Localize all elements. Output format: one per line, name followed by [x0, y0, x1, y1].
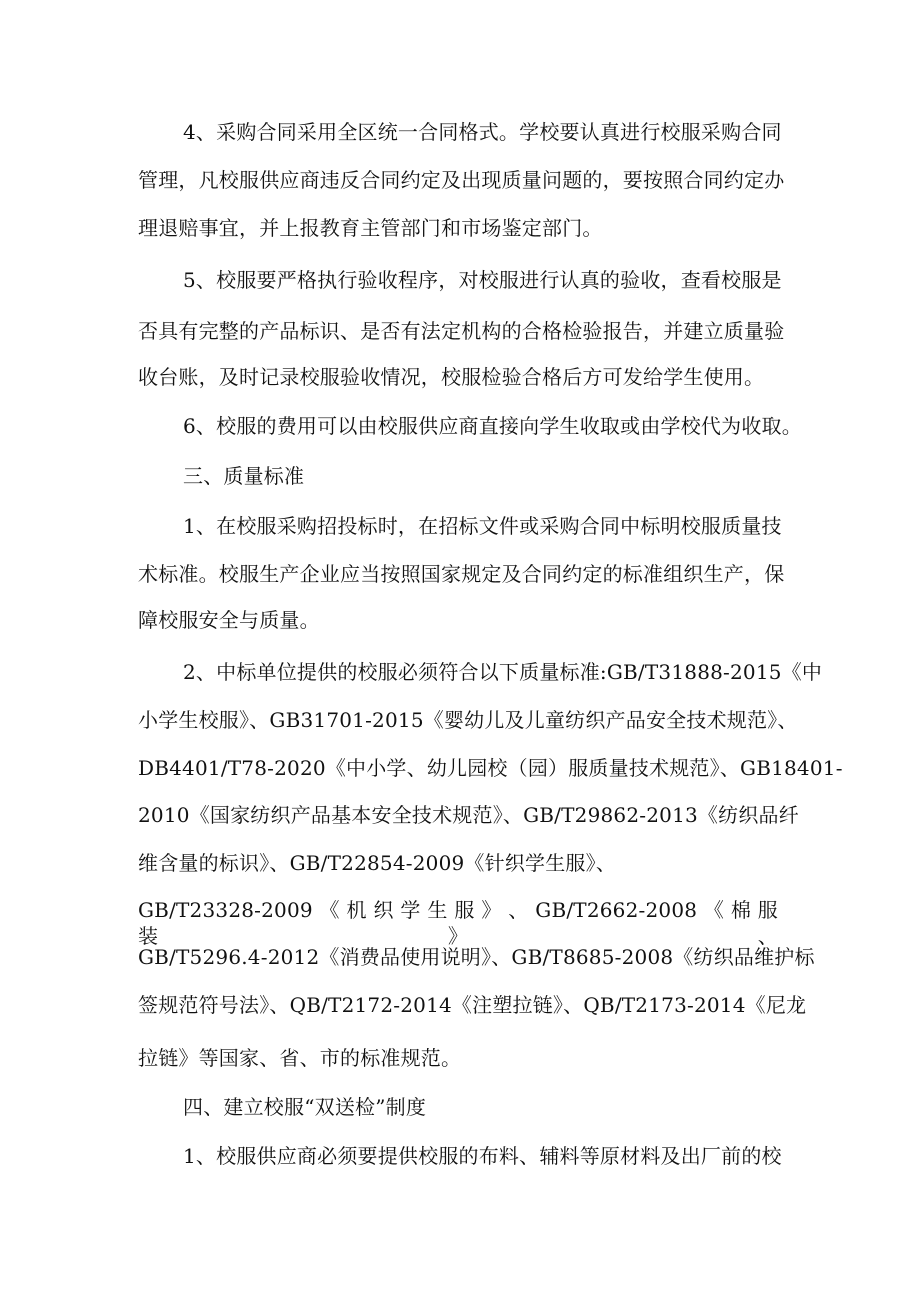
text-line: DB4401/T78-2020《中小学、幼儿园校（园）服质量技术规范》、GB18401-: [138, 756, 843, 780]
text-line: 否具有完整的产品标识、是否有法定机构的合格检验报告，并建立质量验: [138, 319, 785, 343]
text-line: 障校服安全与质量。: [138, 608, 320, 632]
text-line: 1、在校服采购招投标时，在招标文件或采购合同中标明校服质量技: [183, 514, 782, 538]
text-line: 5、校服要严格执行验收程序，对校服进行认真的验收，查看校服是: [183, 268, 782, 292]
text-line: 小学生校服》、GB31701-2015《婴幼儿及儿童纺织产品安全技术规范》、: [138, 708, 798, 732]
text-line: 2010《国家纺织产品基本安全技术规范》、GB/T29862-2013《纺织品纤: [138, 803, 799, 827]
text-line: 1、校服供应商必须要提供校服的布料、辅料等原材料及出厂前的校: [183, 1144, 782, 1168]
section-heading: 三、质量标准: [183, 464, 305, 488]
text-line: 拉链》等国家、省、市的标准规范。: [138, 1046, 462, 1070]
text-line: 签规范符号法》、QB/T2172-2014《注塑拉链》、QB/T2173-2014《尼龙: [138, 993, 807, 1017]
text-line: 4、采购合同采用全区统一合同格式。学校要认真进行校服采购合同: [183, 120, 782, 144]
text-line: GB/T5296.4-2012《消费品使用说明》、GB/T8685-2008《纺织品维护标: [138, 945, 815, 969]
text-line: 术标准。校服生产企业应当按照国家规定及合同约定的标准组织生产，保: [138, 562, 785, 586]
text-line: 理退赔事宜，并上报教育主管部门和市场鉴定部门。: [138, 216, 603, 240]
text-line: 维含量的标识》、GB/T22854-2009《针织学生服》、: [138, 851, 617, 875]
text-line: 管理，凡校服供应商违反合同约定及出现质量问题的，要按照合同约定办: [138, 168, 785, 192]
text-line: 6、校服的费用可以由校服供应商直接向学生收取或由学校代为收取。: [183, 414, 802, 438]
text-line: 收台账，及时记录校服验收情况，校服检验合格后方可发给学生使用。: [138, 365, 765, 389]
section-heading: 四、建立校服“双送检”制度: [183, 1095, 427, 1119]
text-line: GB/T23328-2009 《 机 织 学 生 服 》 、 GB/T2662-2008 《 棉 服 装 》 、: [138, 898, 778, 948]
text-line: 2、中标单位提供的校服必须符合以下质量标准:GB/T31888-2015《中: [183, 660, 823, 684]
